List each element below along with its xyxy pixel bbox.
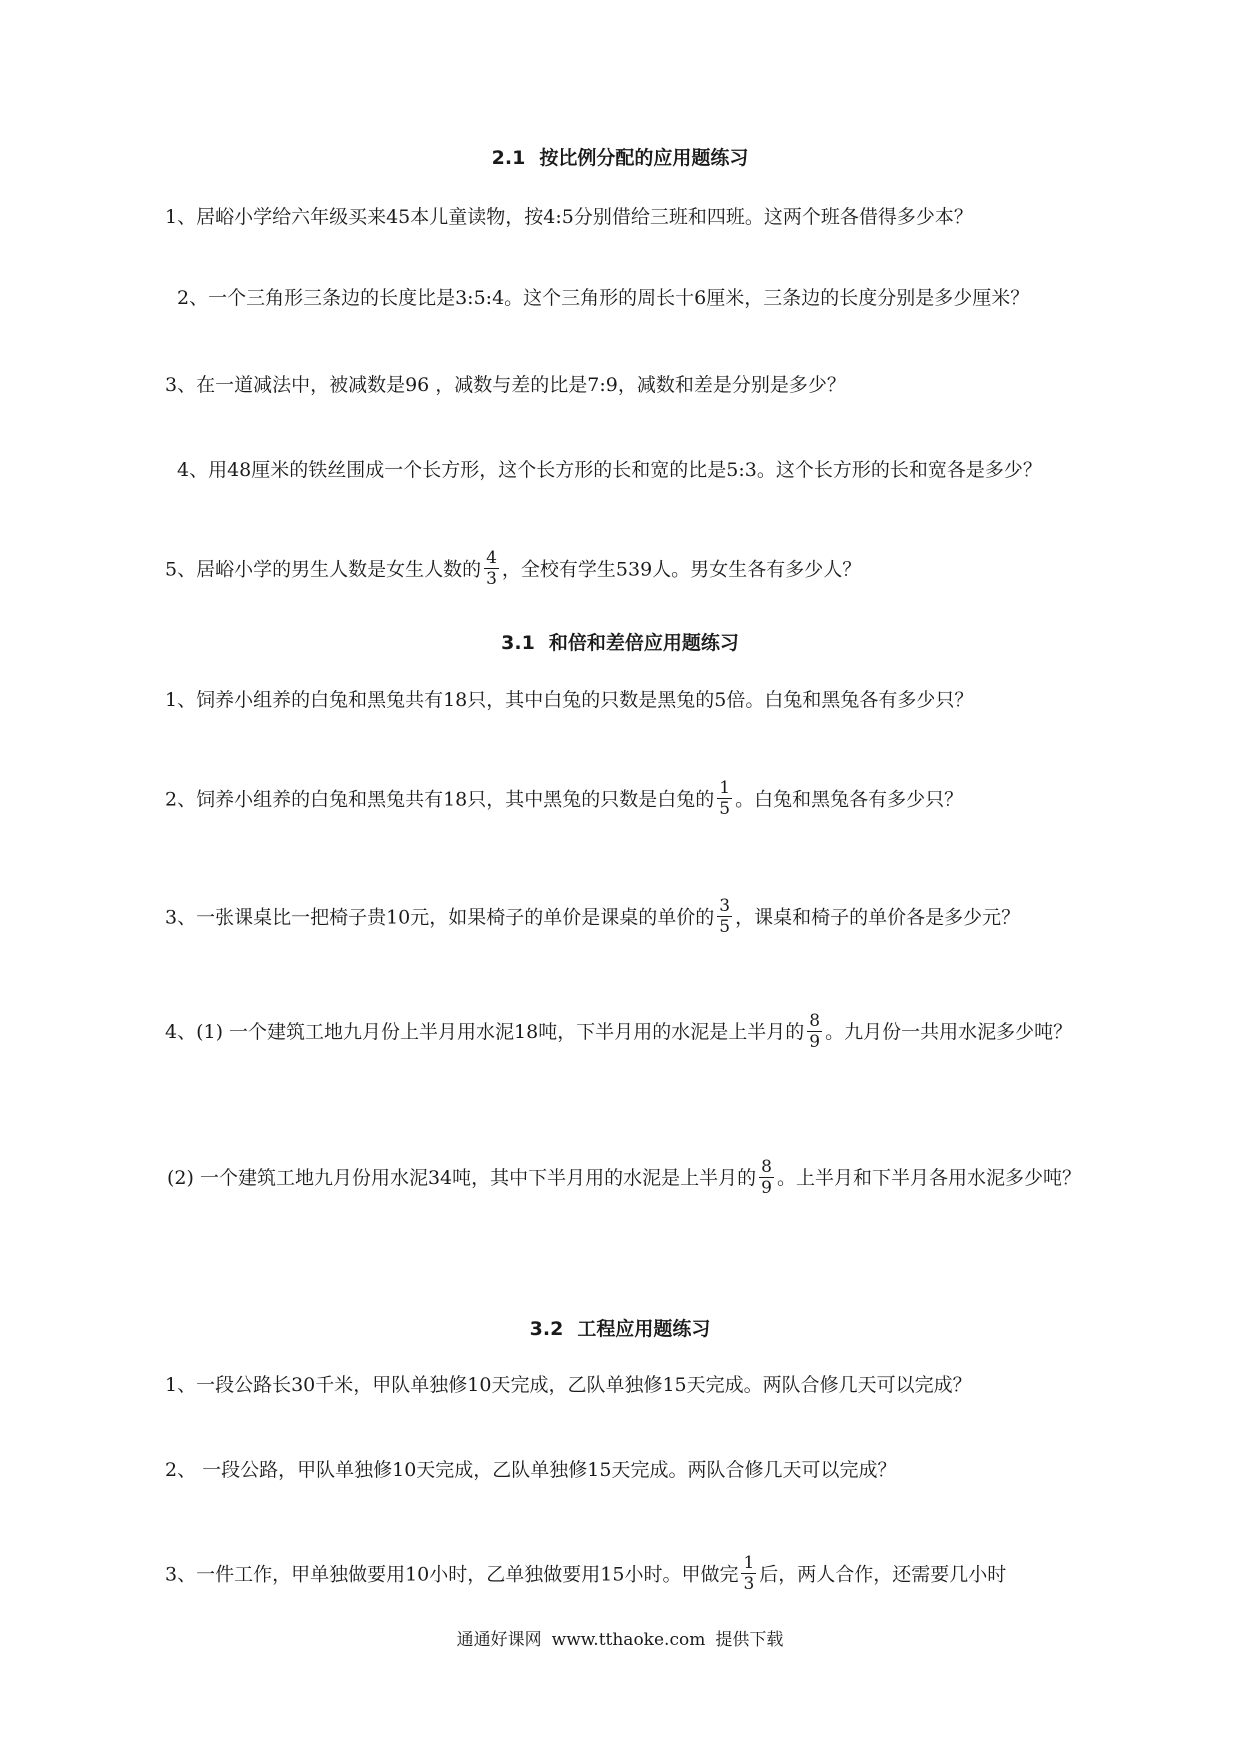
section-number: 3.2 — [529, 1318, 564, 1340]
question-text-before: 3、一件工作，甲单独做要用10小时，乙单独做要用15小时。甲做完 — [165, 1563, 739, 1586]
footer-suffix: 提供下载 — [715, 1630, 784, 1650]
question-3-1-1: 1、饲养小组养的白兔和黑兔共有18只，其中白兔的只数是黑兔的5倍。白兔和黑兔各有多少只？ — [165, 689, 974, 711]
question-text-before: 3、一张课桌比一把椅子贵10元，如果椅子的单价是课桌的单价的 — [165, 906, 715, 929]
question-3-2-2: 2、 一段公路，甲队单独修10天完成，乙队单独修15天完成。两队合修几天可以完成？ — [165, 1459, 897, 1481]
fraction-numerator: 1 — [743, 1553, 755, 1573]
question-text-before: 4、(1) 一个建筑工地九月份上半月用水泥18吨，下半月用的水泥是上半月的 — [165, 1021, 805, 1043]
section-title: 工程应用题练习 — [577, 1318, 711, 1340]
fraction — [717, 897, 732, 936]
question-text-before: 5、居峪小学的男生人数是女生人数的 — [165, 558, 482, 581]
question-2-1-5 — [165, 548, 862, 590]
question-3-1-4-2 — [125, 1156, 1145, 1200]
question-3-2-3 — [165, 1553, 1007, 1595]
section-heading-2-1 — [0, 144, 1240, 172]
fraction-numerator: 8 — [809, 1010, 821, 1031]
question-3-1-4-1 — [125, 1010, 1145, 1054]
footer-url[interactable]: www.tthaoke.com — [551, 1630, 706, 1650]
fraction-denominator: 3 — [743, 1574, 755, 1594]
fraction-denominator: 5 — [719, 799, 731, 819]
question-2-1-1: 1、居峪小学给六年级买来45本儿童读物，按4:5分别借给三班和四班。这两个班各借得多少本？ — [165, 206, 973, 228]
fraction-numerator: 8 — [761, 1156, 772, 1177]
question-text-after: ，课桌和椅子的单价各是多少元？ — [735, 906, 1021, 929]
question-2-1-2: 2、一个三角形三条边的长度比是3:5:4。这个三角形的周长十6厘米，三条边的长度分别是多少厘米？ — [177, 287, 1030, 309]
page-footer — [0, 1628, 1240, 1652]
question-text-after: 。九月份一共用水泥多少吨？ — [825, 1021, 1073, 1043]
footer-site-name: 通通好课网 — [456, 1630, 542, 1650]
question-text-after: 后，两人合作，还需要几小时 — [759, 1563, 1007, 1586]
section-title: 按比例分配的应用题练习 — [539, 147, 749, 169]
fraction-numerator: 4 — [486, 548, 497, 568]
fraction-numerator: 1 — [719, 778, 731, 798]
fraction — [484, 549, 499, 588]
fraction — [807, 1012, 822, 1051]
section-number: 3.1 — [501, 632, 535, 654]
section-number: 2.1 — [491, 147, 526, 169]
question-3-1-2 — [165, 778, 964, 820]
question-text-before: 2、饲养小组养的白兔和黑兔共有18只，其中黑兔的只数是白兔的 — [165, 788, 715, 811]
question-text-after: 。上半月和下半月各用水泥多少吨？ — [776, 1167, 1081, 1189]
question-2-1-3: 3、在一道减法中，被减数是96 ，减数与差的比是7:9，减数和差是分别是多少？ — [165, 374, 846, 396]
question-3-2-1: 1、一段公路长30千米，甲队单独修10天完成，乙队单独修15天完成。两队合修几天可以完成？ — [165, 1374, 972, 1396]
fraction — [717, 779, 732, 818]
question-2-1-4: 4、用48厘米的铁丝围成一个长方形，这个长方形的长和宽的比是5:3。这个长方形的长和宽各是多少？ — [177, 459, 1042, 481]
section-heading-3-2 — [0, 1315, 1240, 1343]
fraction — [741, 1554, 756, 1593]
fraction-numerator: 3 — [719, 896, 731, 916]
fraction-denominator: 9 — [809, 1031, 821, 1052]
section-heading-3-1 — [0, 629, 1240, 657]
question-text-after: 。白兔和黑兔各有多少只？ — [735, 788, 964, 811]
question-text-before: (2) 一个建筑工地九月份用水泥34吨，其中下半月用的水泥是上半月的 — [167, 1167, 757, 1189]
question-text-after: ，全校有学生539人。男女生各有多少人？ — [501, 558, 862, 581]
section-title: 和倍和差倍应用题练习 — [548, 632, 739, 654]
fraction-denominator: 3 — [486, 569, 497, 589]
fraction-denominator: 5 — [719, 917, 731, 937]
fraction — [759, 1158, 774, 1197]
question-3-1-3 — [165, 896, 1021, 938]
fraction-denominator: 9 — [761, 1177, 772, 1198]
